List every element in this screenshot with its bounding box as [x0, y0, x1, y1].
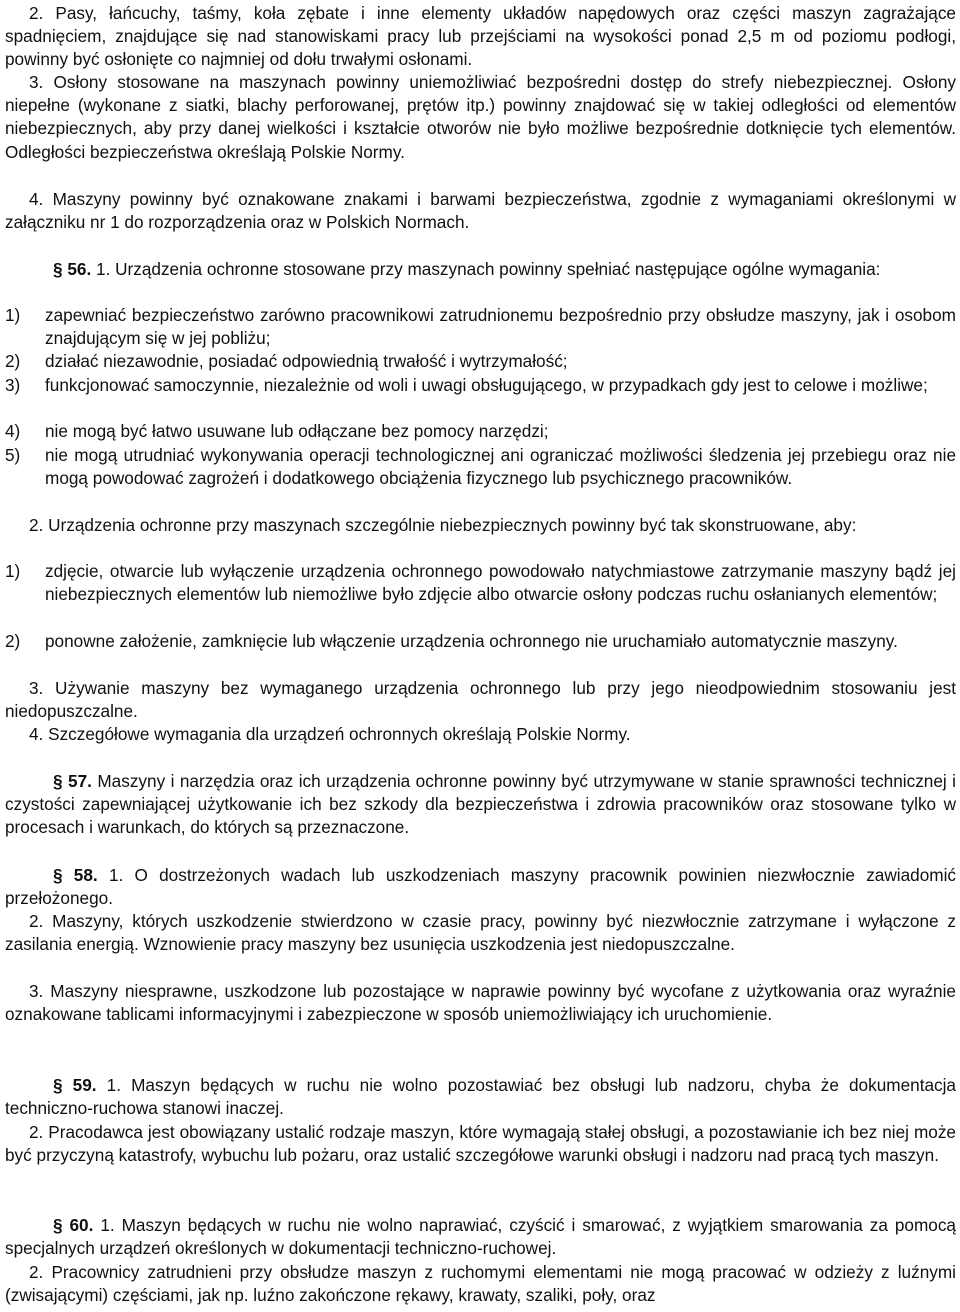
- section-59-paragraph-1: § 59. 1. Maszyn będących w ruchu nie wolno pozostawiać bez obsługi lub nadzoru, chyba że dokumentacja techniczno-ruchowa stanowi inaczej.: [5, 1075, 956, 1119]
- section-56-paragraph-4: 4. Szczegółowe wymagania dla urządzeń ochronnych określają Polskie Normy.: [29, 724, 631, 744]
- list-item: 5) nie mogą utrudniać wykonywania operacji technologicznej ani ograniczać możliwości śledzenia jej przebiegu oraz nie mogą powodować zagrożeń i dodatkowego obciążenia fizycznego lub psychicznego pracowników.: [5, 445, 956, 489]
- section-58-paragraph-3: 3. Maszyny niesprawne, uszkodzone lub pozostające w naprawie powinny być wycofane z użytkowania oraz wyraźnie oznakowane tablicami informacyjnymi i zabezpieczone w sposób uniemożliwiający ich uruchomienie.: [5, 981, 956, 1025]
- paragraph-osłony-3: 3. Osłony stosowane na maszynach powinny uniemożliwiać bezpośredni dostęp do strefy niebezpiecznej. Osłony niepełne (wykonane z siatki, blachy perforowanej, prętów itp.) powinny znajdować się w takiej odległości od elementów niebezpiecznych, aby przy danej wielkości i kształcie otworów nie było możliwe bezpośrednie dotknięcie tych elementów. Odległości bezpieczeństwa określają Polskie Normy.: [5, 72, 956, 162]
- section-56-intro: § 56. 1. Urządzenia ochronne stosowane przy maszynach powinny spełniać następujące ogólne wymagania:: [53, 259, 881, 279]
- section-60-number: § 60.: [53, 1215, 94, 1235]
- paragraph-osłony-2: 2. Pasy, łańcuchy, taśmy, koła zębate i inne elementy układów napędowych oraz części maszyn zagrażające spadnięciem, znajdujące się nad stanowiskami pracy lub przejściami na wysokości ponad 2,5 m od poziomu podłogi, powinny być osłonięte co najmniej od dołu trwałymi osłonami.: [5, 3, 956, 70]
- section-59-number: § 59.: [53, 1075, 97, 1095]
- section-58-paragraph-1: § 58. 1. O dostrzeżonych wadach lub uszkodzeniach maszyny pracownik powinien niezwłocznie zawiadomić przełożonego.: [5, 865, 956, 909]
- section-58-paragraph-2: 2. Maszyny, których uszkodzenie stwierdzono w czasie pracy, powinny być niezwłocznie zatrzymane i wyłączone z zasilania energią. Wznowienie pracy maszyny bez usunięcia uszkodzenia jest niedopuszczalne.: [5, 911, 956, 955]
- list-item: 1) zdjęcie, otwarcie lub wyłączenie urządzenia ochronnego powodowało natychmiastowe zatrzymanie maszyny bądź jej niebezpiecznych elementów lub niemożliwe było zdjęcie albo otwarcie osłony podczas ruchu osłanianych elementów;: [5, 561, 956, 605]
- list-item: 2) działać niezawodnie, posiadać odpowiednią trwałość i wytrzymałość;: [5, 351, 568, 371]
- list-item: 2) ponowne założenie, zamknięcie lub włączenie urządzenia ochronnego nie uruchamiało automatycznie maszyny.: [5, 631, 898, 651]
- list-item: 1) zapewniać bezpieczeństwo zarówno pracownikowi zatrudnionemu bezpośrednio przy obsłudze maszyny, jak i osobom znajdującym się w jej pobliżu;: [5, 305, 956, 349]
- section-60-paragraph-2: 2. Pracownicy zatrudnieni przy obsłudze maszyn z ruchomymi elementami nie mogą pracować w odzieży z luźnymi (zwisającymi) częściami, jak np. luźno zakończone rękawy, krawaty, szaliki, poły, oraz: [5, 1262, 956, 1306]
- section-60-paragraph-1: § 60. 1. Maszyn będących w ruchu nie wolno naprawiać, czyścić i smarować, z wyjątkiem smarowania za pomocą specjalnych urządzeń określonych w dokumentacji techniczno-ruchowej.: [5, 1215, 956, 1259]
- section-57-number: § 57.: [53, 771, 92, 791]
- section-57: § 57. Maszyny i narzędzia oraz ich urządzenia ochronne powinny być utrzymywane w stanie sprawności technicznej i czystości zapewniającej użytkowanie ich bez szkody dla bezpieczeństwa i zdrowia pracowników oraz stosowane tylko w procesach i warunkach, do których są przeznaczone.: [5, 771, 957, 838]
- section-56-paragraph-2: 2. Urządzenia ochronne przy maszynach szczególnie niebezpiecznych powinny być tak skonstruowane, aby:: [29, 515, 857, 535]
- list-item: 3) funkcjonować samoczynnie, niezależnie od woli i uwagi obsługującego, w przypadkach gdy jest to celowe i możliwe;: [5, 375, 928, 395]
- section-58-number: § 58.: [53, 865, 98, 885]
- section-56-paragraph-3: 3. Używanie maszyny bez wymaganego urządzenia ochronnego lub przy jego nieodpowiednim stosowaniu jest niedopuszczalne.: [5, 678, 956, 722]
- section-56-number: § 56.: [53, 259, 92, 279]
- paragraph-oznakowanie-4: 4. Maszyny powinny być oznakowane znakami i barwami bezpieczeństwa, zgodnie z wymaganiami określonymi w załączniku nr 1 do rozporządzenia oraz w Polskich Normach.: [5, 189, 956, 233]
- list-item: 4) nie mogą być łatwo usuwane lub odłączane bez pomocy narzędzi;: [5, 421, 549, 441]
- section-59-paragraph-2: 2. Pracodawca jest obowiązany ustalić rodzaje maszyn, które wymagają stałej obsługi, a pozostawianie ich bez niej może być przyczyną katastrofy, wybuchu lub pożaru, oraz ustalić szczegółowe warunki obsługi i nadzoru nad pracą tych maszyn.: [5, 1122, 956, 1166]
